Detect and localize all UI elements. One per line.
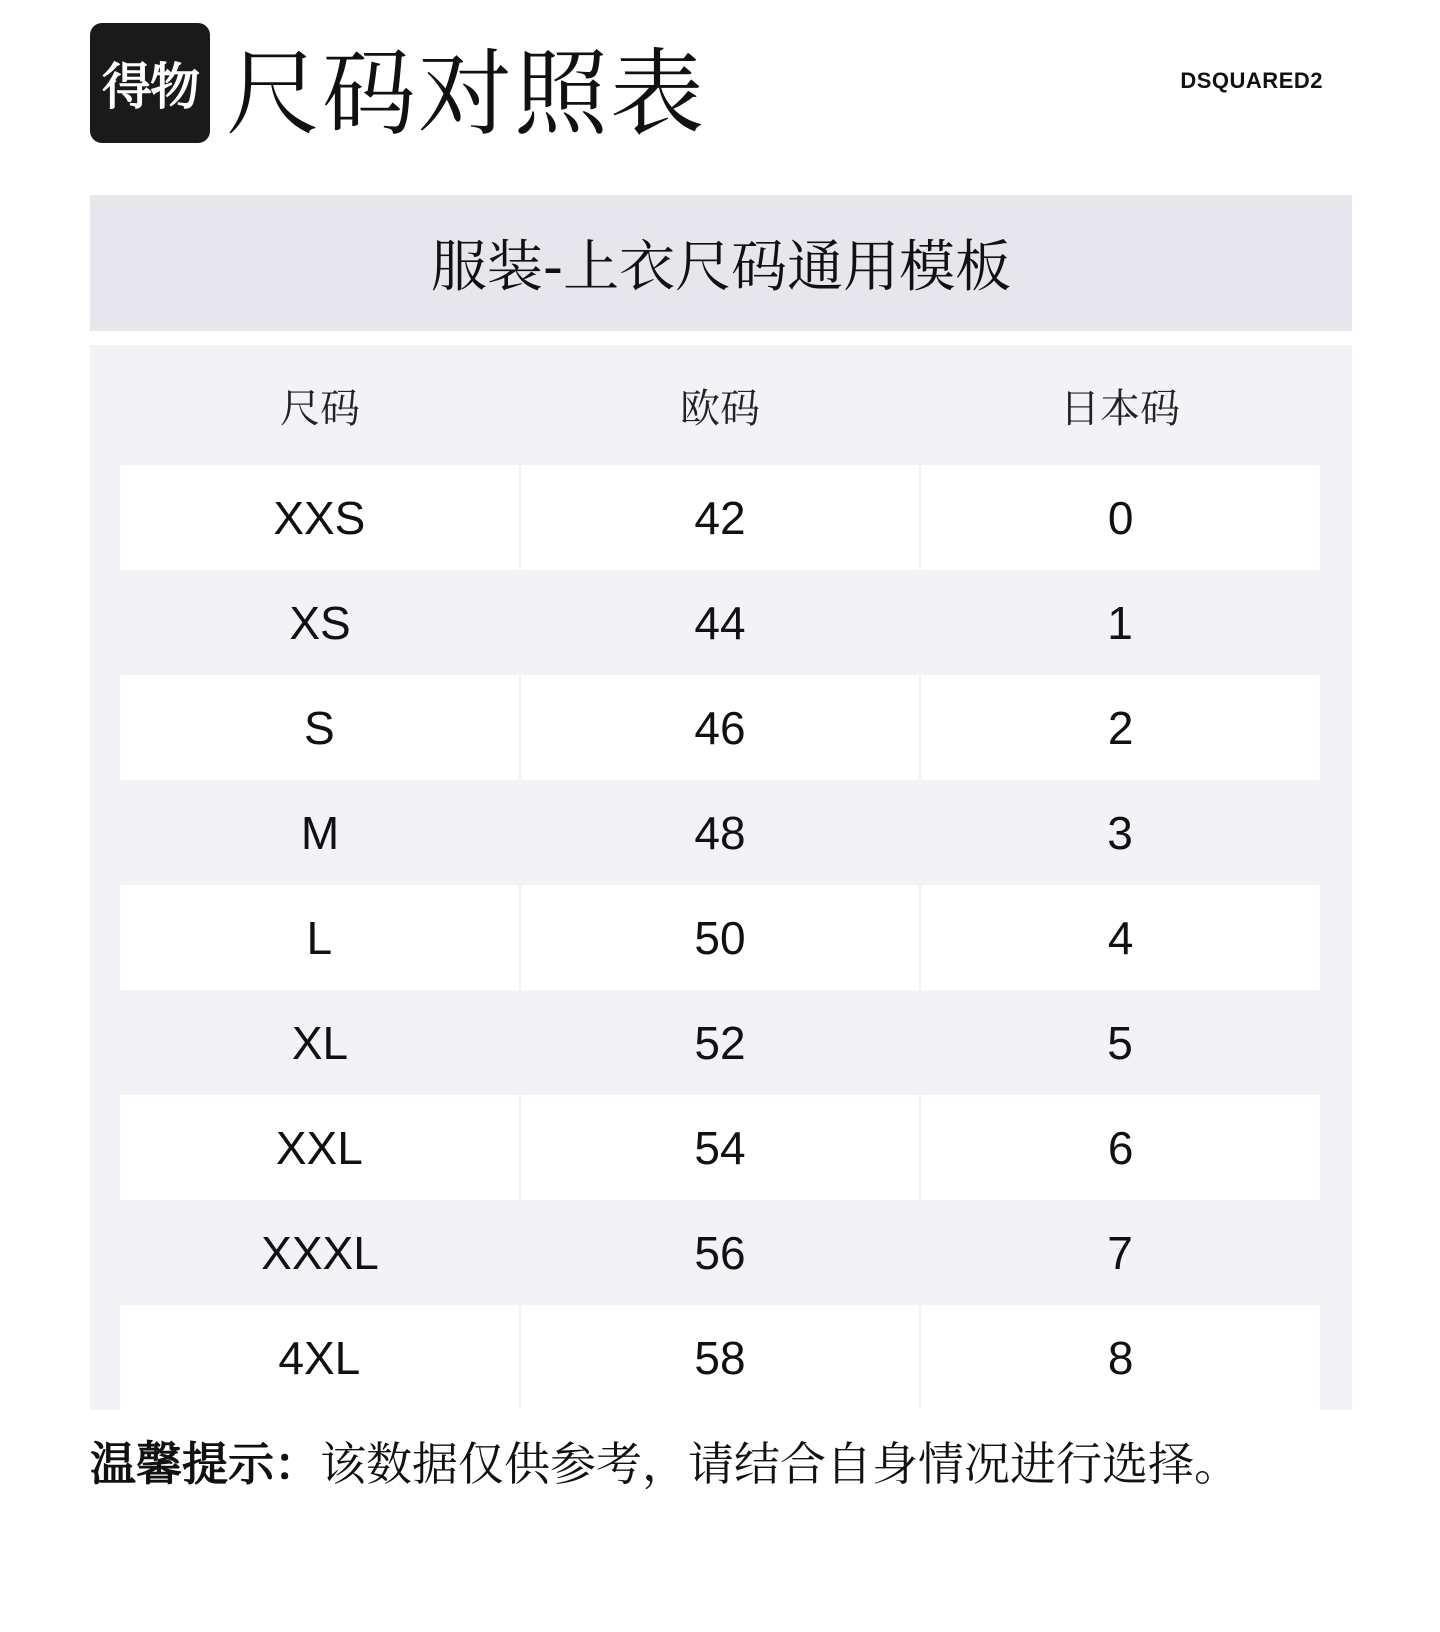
column-header-eu: 欧码 — [680, 385, 760, 432]
table-header-row — [120, 345, 1320, 465]
size-cell: M — [300, 806, 340, 859]
brand-name: DSQUARED2 — [1180, 68, 1323, 93]
eu-size-cell: 54 — [519, 1095, 920, 1200]
column-header-size: 尺码 — [280, 385, 360, 432]
table-body — [120, 465, 1320, 1410]
size-cell: XS — [289, 596, 351, 649]
size-cell: XXS — [120, 465, 519, 570]
table-row — [120, 675, 1320, 780]
table-row — [120, 780, 1320, 885]
table-row — [120, 885, 1320, 990]
eu-size-cell: 58 — [519, 1305, 920, 1410]
size-cell: XXXL — [261, 1226, 379, 1279]
jp-size-cell: 7 — [1107, 1226, 1133, 1279]
eu-size-cell: 48 — [694, 806, 746, 859]
app-logo — [90, 23, 210, 143]
jp-size-cell: 8 — [919, 1305, 1320, 1410]
table-subtitle: 服装-上衣尺码通用模板 — [430, 235, 1012, 300]
footer-label: 温馨提示： — [90, 1437, 320, 1491]
footer-note — [90, 1428, 1240, 1494]
jp-size-cell: 3 — [1107, 806, 1133, 859]
footer-text: 该数据仅供参考，请结合自身情况进行选择。 — [320, 1437, 1240, 1491]
table-row — [120, 1305, 1320, 1410]
size-cell: XL — [291, 1016, 349, 1069]
eu-size-cell: 44 — [694, 596, 746, 649]
jp-size-cell: 5 — [1107, 1016, 1133, 1069]
page-title: 尺码对照表 — [226, 40, 707, 149]
eu-size-cell: 42 — [519, 465, 920, 570]
table-row — [120, 465, 1320, 570]
jp-size-cell: 0 — [919, 465, 1320, 570]
table-row — [120, 1200, 1320, 1305]
size-cell: S — [120, 675, 519, 780]
eu-size-cell: 56 — [694, 1226, 746, 1279]
jp-size-cell: 1 — [1107, 596, 1133, 649]
jp-size-cell: 4 — [919, 885, 1320, 990]
eu-size-cell: 46 — [519, 675, 920, 780]
size-cell: XXL — [120, 1095, 519, 1200]
size-table — [90, 345, 1352, 1410]
table-row — [120, 570, 1320, 675]
column-header-jp: 日本码 — [1060, 385, 1180, 432]
jp-size-cell: 2 — [919, 675, 1320, 780]
eu-size-cell: 52 — [694, 1016, 746, 1069]
jp-size-cell: 6 — [919, 1095, 1320, 1200]
table-row — [120, 990, 1320, 1095]
eu-size-cell: 50 — [519, 885, 920, 990]
subtitle-bar — [90, 195, 1352, 331]
size-cell: L — [120, 885, 519, 990]
logo-text: 得物 — [102, 58, 198, 116]
size-cell: 4XL — [120, 1305, 519, 1410]
table-row — [120, 1095, 1320, 1200]
